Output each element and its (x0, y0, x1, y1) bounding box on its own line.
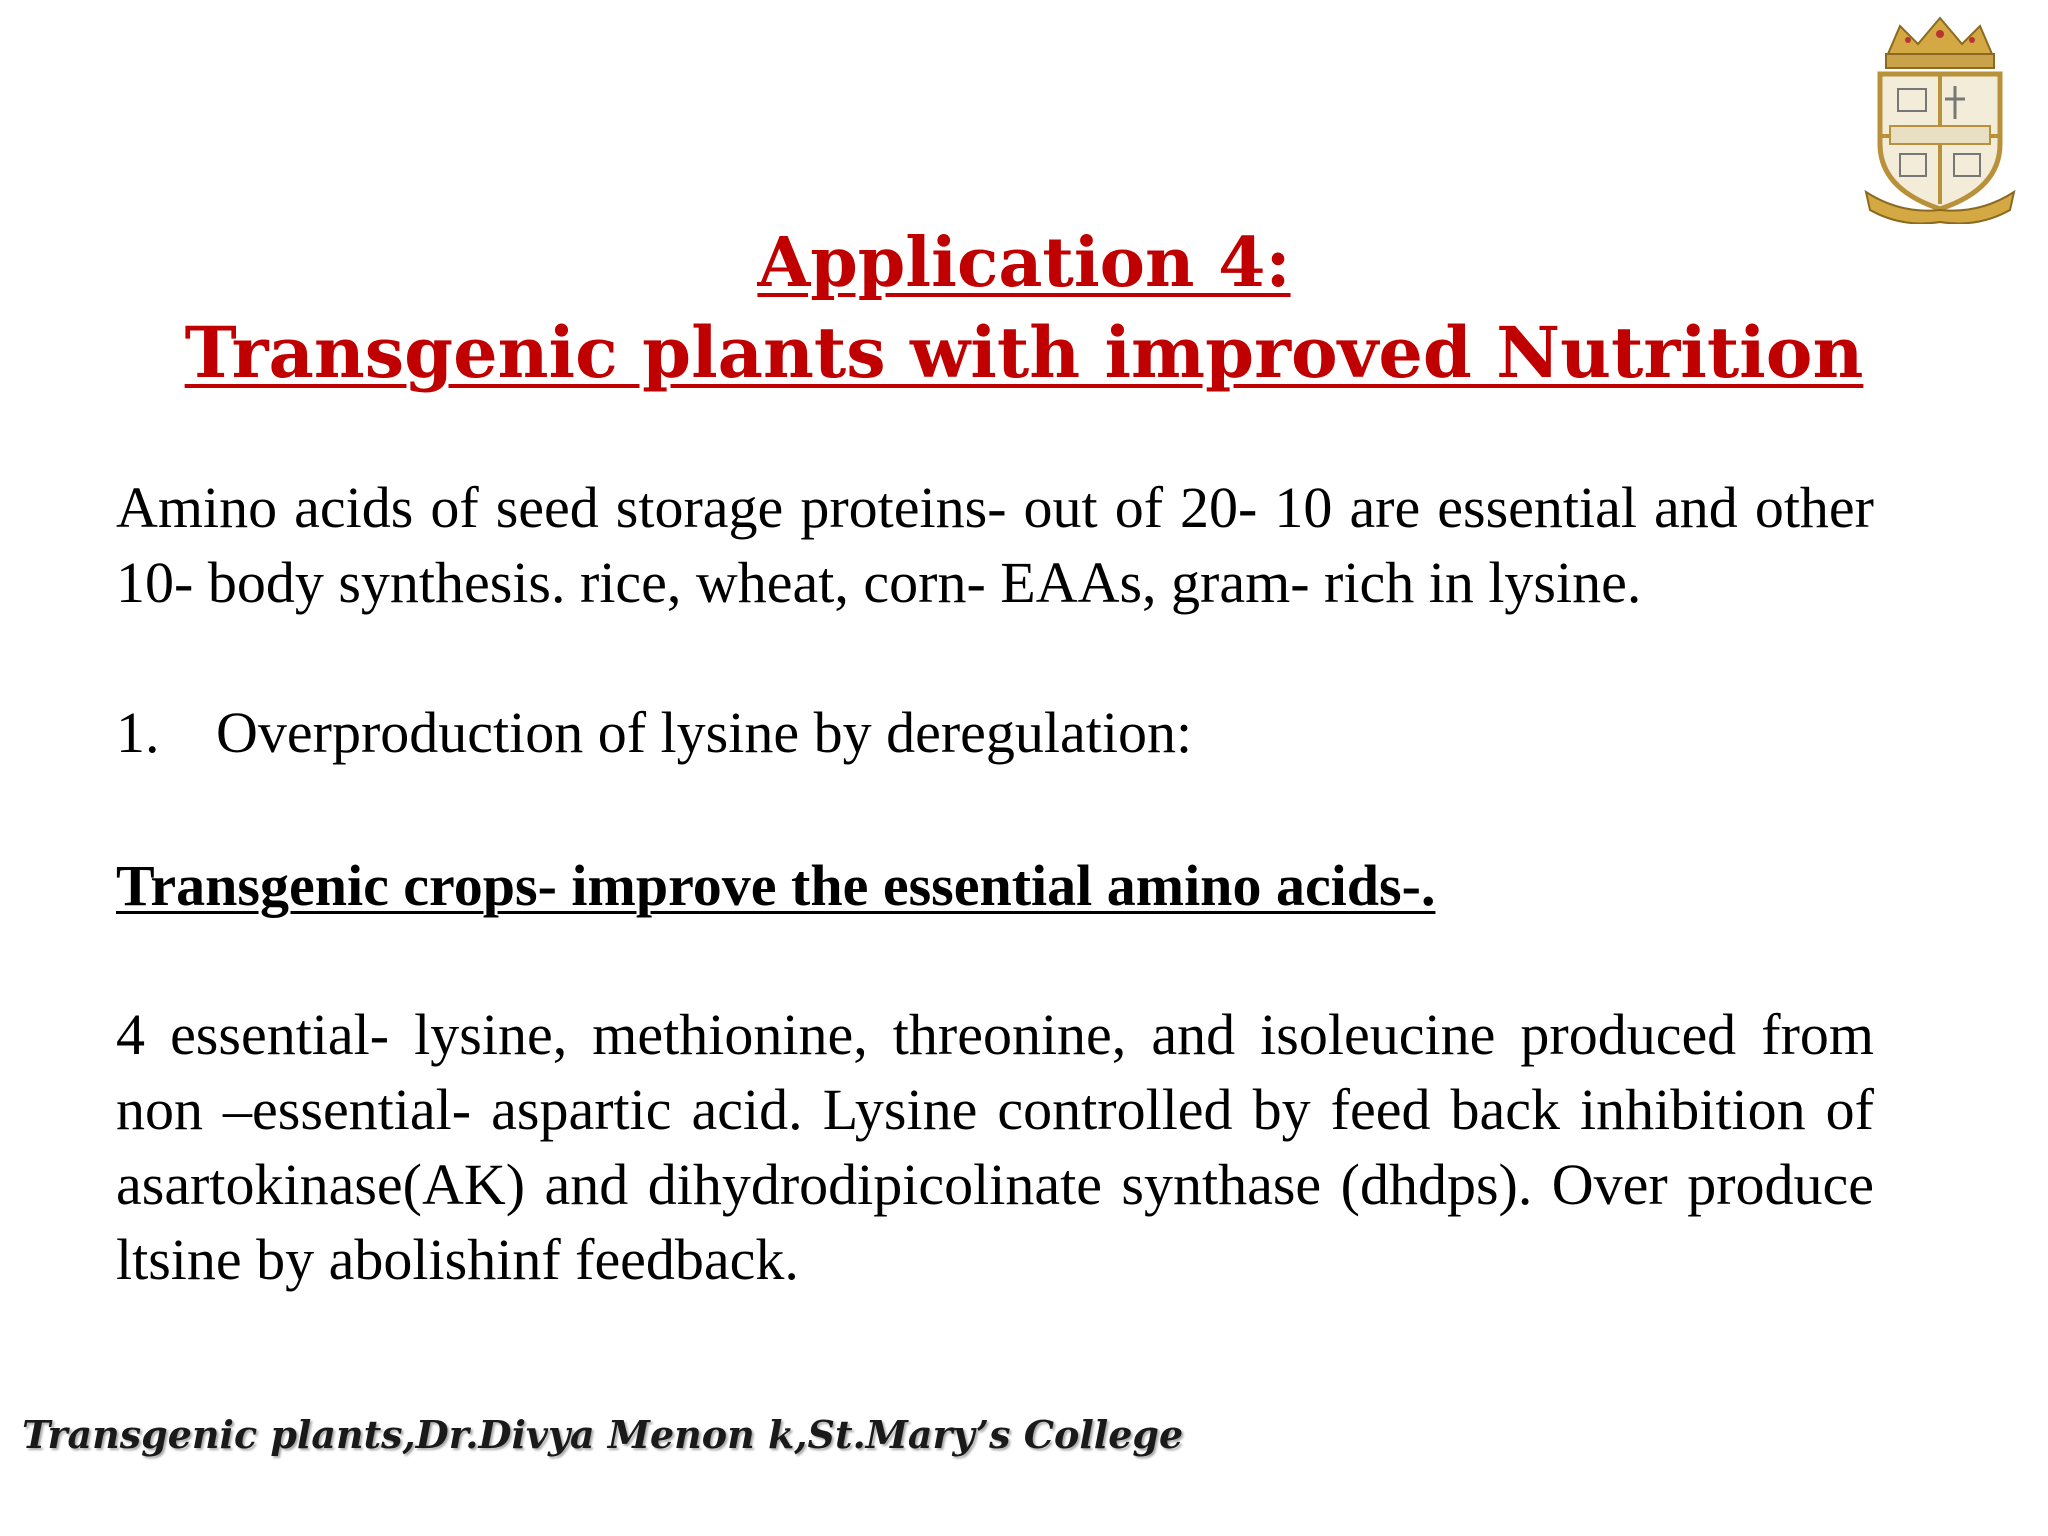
title-line-2: Transgenic plants with improved Nutrition (184, 311, 1864, 394)
college-crest-icon (1860, 14, 2020, 224)
list-item-text: Overproduction of lysine by deregulation: (216, 700, 1193, 765)
paragraph-amino-acids: Amino acids of seed storage proteins- out of 20- 10 are essential and other 10- body synthesis. rice, wheat, corn- EAAs, gram- rich in lysine. (116, 475, 1874, 615)
list-item (116, 695, 1874, 770)
list-item-number: 1. (116, 700, 160, 765)
subheading: Transgenic crops- improve the essential amino acids-. (116, 853, 1436, 918)
slide-title (0, 218, 2048, 398)
slide-footer: Transgenic plants,Dr.Divya Menon k,St.Mary’s College (22, 1412, 1184, 1457)
paragraph-lysine-regulation: 4 essential- lysine, methionine, threonine, and isoleucine produced from non –essential- aspartic acid. Lysine controlled by feed back inhibition of asartokinase(AK) and dihydrodipicolinate synthase (dhdps). Over produce ltsine by abolishinf feedback. (116, 1002, 1874, 1292)
title-line-1: Application 4: (757, 223, 1291, 303)
